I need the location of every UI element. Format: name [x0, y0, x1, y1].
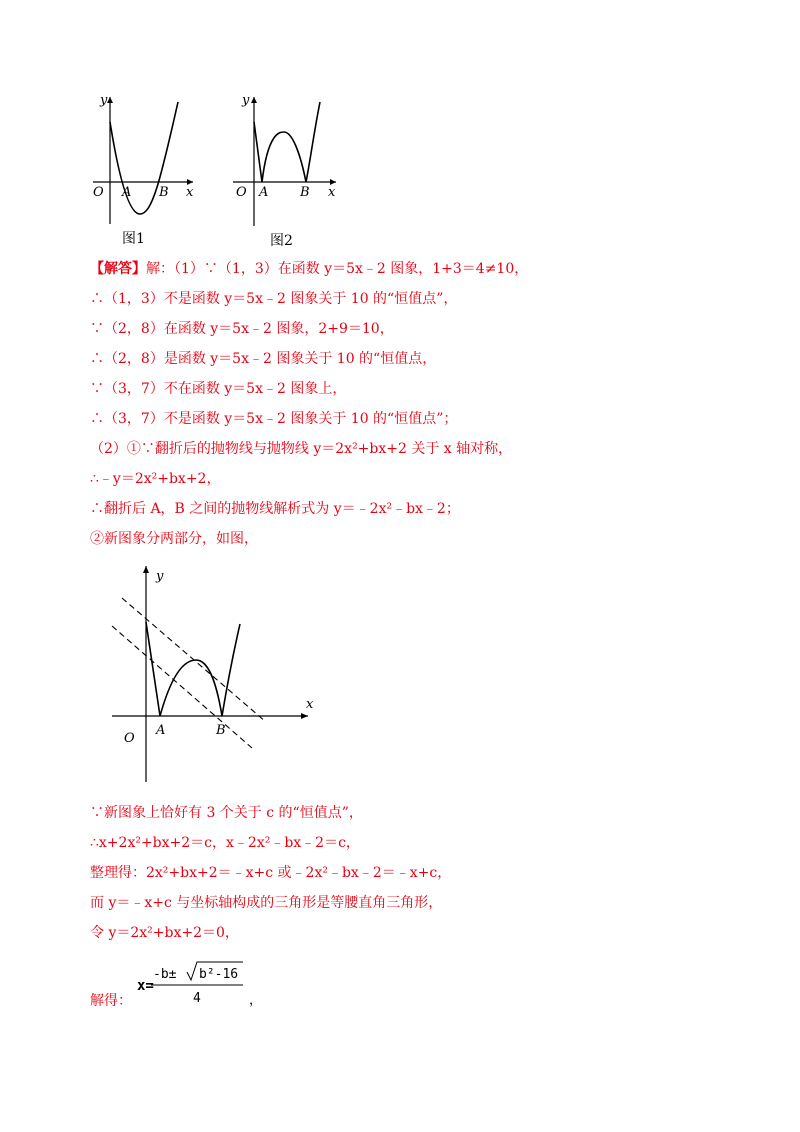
solution-text-1: 解：（1）∵（1，3）在函数 y＝5x﹣2 图象，1+3＝4≠10， — [146, 261, 529, 277]
solution-line-8: ∴﹣y＝2x²+bx+2， — [90, 471, 221, 487]
solution-line-11: ∵新图象上恰好有 3 个关于 c 的“恒值点”， — [90, 805, 363, 821]
figure-1-graph — [88, 92, 198, 224]
solution-line-12: ∴x+2x²+bx+2＝c，x﹣2x²﹣bx﹣2＝c， — [90, 835, 360, 851]
solution-line-5: ∵（3，7）不在函数 y＝5x﹣2 图象上， — [90, 381, 347, 397]
solution-line-3: ∵（2，8）在函数 y＝5x﹣2 图象，2+9＝10， — [90, 321, 394, 337]
solution-line-15: 令 y＝2x²+bx+2＝0， — [90, 925, 239, 941]
solve-label: 解得： — [90, 993, 132, 1009]
fig1-label-y: y — [100, 93, 108, 108]
formula-radicand: b²-16 — [199, 967, 239, 982]
solution-line-2: ∴（1，3）不是函数 y＝5x﹣2 图象关于 10 的“恒值点”， — [90, 291, 458, 307]
figure-1-caption: 图1 — [122, 231, 145, 247]
formula-tail: ， — [249, 993, 263, 1008]
fig3-label-o: O — [124, 731, 135, 746]
fig2-label-a: A — [259, 185, 269, 200]
fig1-label-b: B — [159, 185, 169, 200]
fig1-label-x: x — [186, 185, 194, 200]
solution-line-10: ②新图象分两部分，如图， — [90, 531, 258, 547]
solution-line-9: ∴翻折后 A，B 之间的抛物线解析式为 y＝﹣2x²﹣bx﹣2； — [90, 501, 460, 517]
fig3-label-a: A — [156, 723, 166, 738]
formula-lhs: x= — [137, 978, 154, 994]
fig2-label-x: x — [328, 185, 336, 200]
solution-line-7: （2）①∵翻折后的抛物线与抛物线 y＝2x²+bx+2 关于 x 轴对称， — [90, 441, 513, 457]
formula-numerator-prefix: -b± — [153, 967, 177, 982]
quadratic-formula — [137, 958, 267, 1010]
solution-line-4: ∴（2，8）是函数 y＝5x﹣2 图象关于 10 的“恒值点， — [90, 351, 437, 367]
solution-line-14: 而 y＝﹣x+c 与坐标轴构成的三角形是等腰直角三角形， — [90, 895, 443, 911]
fig3-label-x: x — [306, 697, 314, 712]
solution-line-1 — [90, 258, 528, 278]
solution-tag: 【解答】 — [90, 261, 146, 277]
fig2-label-y: y — [242, 93, 250, 108]
fig3-label-y: y — [156, 569, 164, 584]
figure-2-caption: 图2 — [270, 233, 293, 249]
solution-line-6: ∴（3，7）不是函数 y＝5x﹣2 图象关于 10 的“恒值点”； — [90, 411, 458, 427]
solution-line-13: 整理得：2x²+bx+2＝﹣x+c 或﹣2x²﹣bx﹣2＝﹣x+c， — [90, 865, 452, 881]
fig2-label-b: B — [300, 185, 310, 200]
fig1-label-o: O — [93, 185, 104, 200]
fig2-label-o: O — [236, 185, 247, 200]
figure-2-graph — [228, 92, 342, 226]
fig3-label-b: B — [216, 723, 226, 738]
figure-3-graph — [100, 560, 330, 786]
fig1-label-a: A — [122, 185, 132, 200]
formula-denominator: 4 — [193, 991, 201, 1006]
